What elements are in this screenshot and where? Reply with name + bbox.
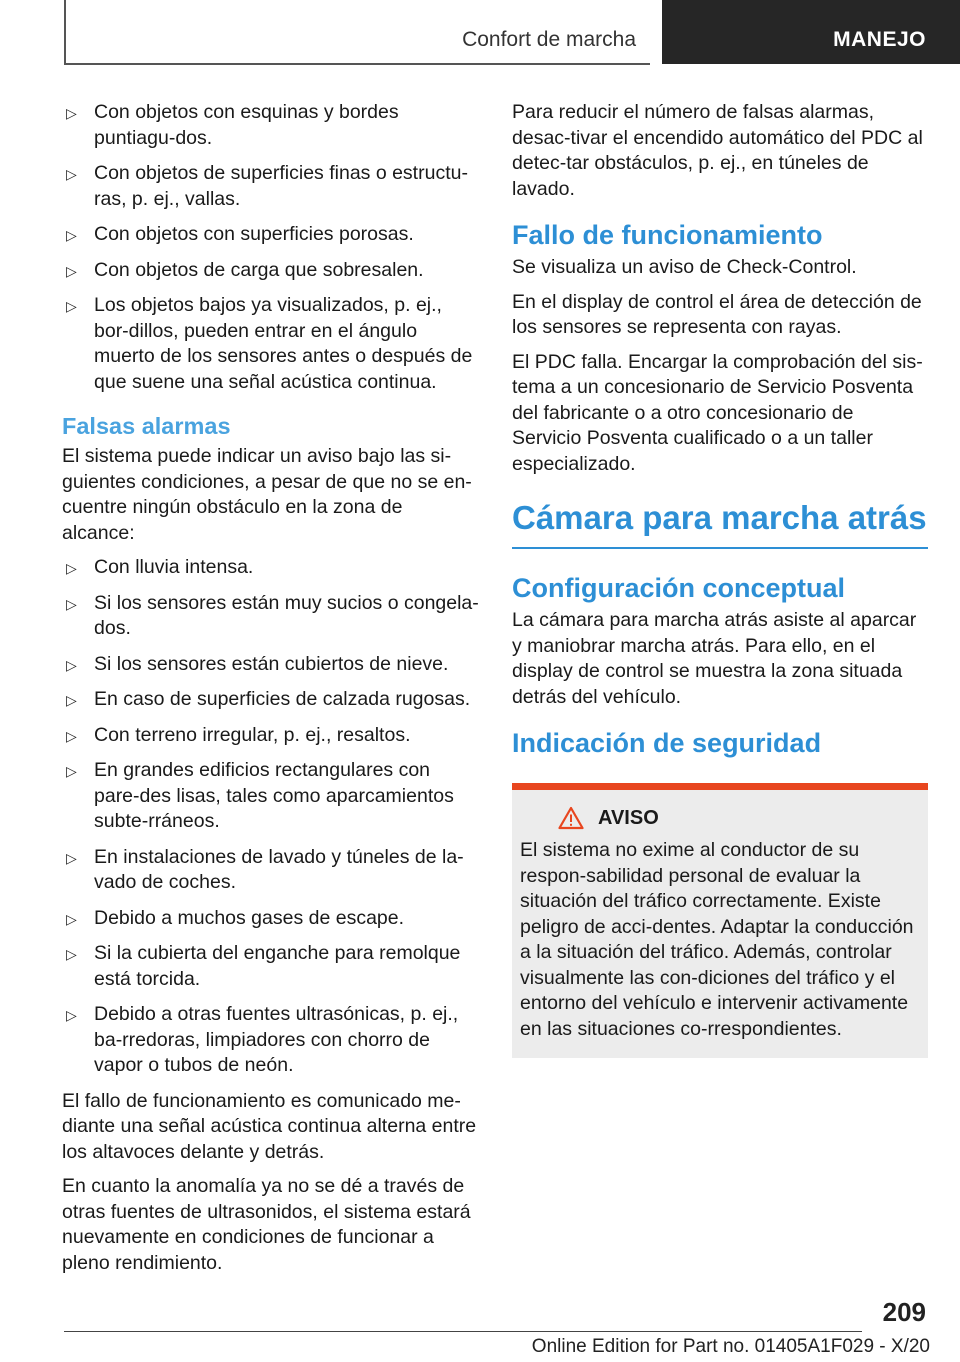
left-column [62, 100, 480, 1285]
list-item: ▷ Si los sensores están muy sucios o congela-dos. [66, 591, 479, 639]
header-section-title: Confort de marcha [462, 28, 636, 51]
bullet-list-conditions [62, 555, 480, 1079]
triangle-bullet-icon: ▷ [66, 727, 77, 744]
warning-title: AVISO [598, 806, 659, 829]
heading-malfunction: Fallo de funcionamiento [512, 220, 823, 250]
triangle-bullet-icon: ▷ [66, 105, 77, 121]
malfunction-paragraph-2: En el display de control el área de detección de los sensores se representa con rayas. [512, 290, 922, 338]
triangle-bullet-icon: ▷ [66, 656, 77, 673]
list-item: ▷ Con objetos con superficies porosas. [62, 222, 480, 248]
heading-safety: Indicación de seguridad [512, 728, 822, 758]
page-number: 209 [882, 1297, 926, 1327]
list-item: ▷ En caso de superficies de calzada rugosas. [62, 687, 480, 713]
triangle-bullet-icon: ▷ [66, 763, 77, 779]
list-item: ▷ Con lluvia intensa. [62, 555, 480, 581]
heading-concept: Configuración conceptual [512, 573, 846, 603]
footer-rule [64, 1331, 862, 1332]
bullet-list-objects [62, 100, 480, 395]
footer-edition: Online Edition for Part no. 01405A1F029 - X/20 [531, 1336, 930, 1357]
false-alarms-intro: El sistema puede indicar un aviso bajo las si-guientes condiciones, a pesar de que no se en-cuentre ningún obstáculo en la zona de alcance: [62, 445, 472, 544]
reduce-alarms-paragraph: Para reducir el número de falsas alarmas, desac-tivar el encendido automático del PDC al detec-tar obstáculos, p. ej., en túneles de lavado. [512, 101, 923, 200]
list-item: ▷ Debido a muchos gases de escape. [62, 906, 480, 932]
triangle-bullet-icon: ▷ [66, 1007, 77, 1023]
triangle-bullet-icon: ▷ [66, 166, 77, 182]
warning-box [512, 783, 928, 1058]
fault-signal-paragraph: El fallo de funcionamiento es comunicado me-diante una señal acústica continua alterna entre los altavoces delante y detrás. [62, 1089, 477, 1163]
list-item: ▷ Con terreno irregular, p. ej., resaltos. [62, 723, 480, 749]
list-item: ▷ Los objetos bajos ya visualizados, p. ej., bor-dillos, pueden entrar en el ángulo muerto de los sensores antes o después de que suene una señal acústica continua. [66, 294, 473, 393]
triangle-bullet-icon: ▷ [66, 946, 77, 962]
warning-text: El sistema no exime al conductor de su respon-sabilidad personal de evaluar la situación del tráfico correctamente. Existe peligro de acci-dentes. Adaptar la conducción a la situación del tráfico. Además, controlar visualmente las con-diciones del tráfico y el entorno del vehículo e intervenir activamente en las situaciones co-rrespondientes. [520, 839, 914, 1040]
malfunction-paragraph-1: Se visualiza un aviso de Check-Control. [512, 256, 857, 278]
heading-rear-camera: Cámara para marcha atrás [512, 499, 928, 549]
triangle-bullet-icon: ▷ [66, 227, 77, 243]
list-item: ▷ En grandes edificios rectangulares con pare-des lisas, tales como aparcamientos subte-rráneos. [66, 759, 454, 832]
list-item: ▷ En instalaciones de lavado y túneles de la-vado de coches. [66, 845, 464, 893]
list-item: ▷ Con objetos con esquinas y bordes puntiagu-dos. [66, 101, 399, 149]
list-item: ▷ Si la cubierta del enganche para remolque está torcida. [66, 942, 461, 990]
header-bottom-rule [64, 63, 650, 65]
triangle-bullet-icon: ▷ [66, 262, 77, 279]
triangle-bullet-icon: ▷ [66, 692, 77, 708]
triangle-bullet-icon: ▷ [66, 849, 77, 866]
malfunction-paragraph-3: El PDC falla. Encargar la comprobación del sis-tema a un concesionario de Servicio Posventa del fabricante o a otro concesionario de Servicio Posventa cualificado o a un taller especializado. [512, 350, 923, 475]
triangle-bullet-icon: ▷ [66, 910, 77, 927]
triangle-bullet-icon: ▷ [66, 595, 77, 612]
resume-paragraph: En cuanto la anomalía ya no se dé a través de otras fuentes de ultrasonidos, el sistema estará nuevamente en condiciones de funcionar a pleno rendimiento. [62, 1175, 471, 1274]
list-item: ▷ Si los sensores están cubiertos de nieve. [62, 652, 480, 678]
right-column [512, 100, 928, 1058]
warning-triangle-icon [558, 806, 584, 830]
triangle-bullet-icon: ▷ [66, 560, 77, 576]
list-item: ▷ Con objetos de carga que sobresalen. [62, 258, 480, 284]
heading-false-alarms: Falsas alarmas [62, 413, 231, 439]
list-item: ▷ Debido a otras fuentes ultrasónicas, p. ej., ba-rredoras, limpiadores con chorro de vapor o tubos de neón. [66, 1003, 459, 1076]
list-item: ▷ Con objetos de superficies finas o estructu-ras, p. ej., vallas. [66, 162, 468, 210]
header-left-rule [64, 0, 66, 64]
triangle-bullet-icon: ▷ [66, 298, 77, 314]
concept-paragraph: La cámara para marcha atrás asiste al aparcar y maniobrar marcha atrás. Para ello, en el display de control se muestra la zona situada detrás del vehículo. [512, 609, 917, 708]
header-chapter-tab [662, 0, 960, 64]
header-chapter-label: MANEJO [833, 28, 926, 51]
warning-header [558, 806, 920, 830]
